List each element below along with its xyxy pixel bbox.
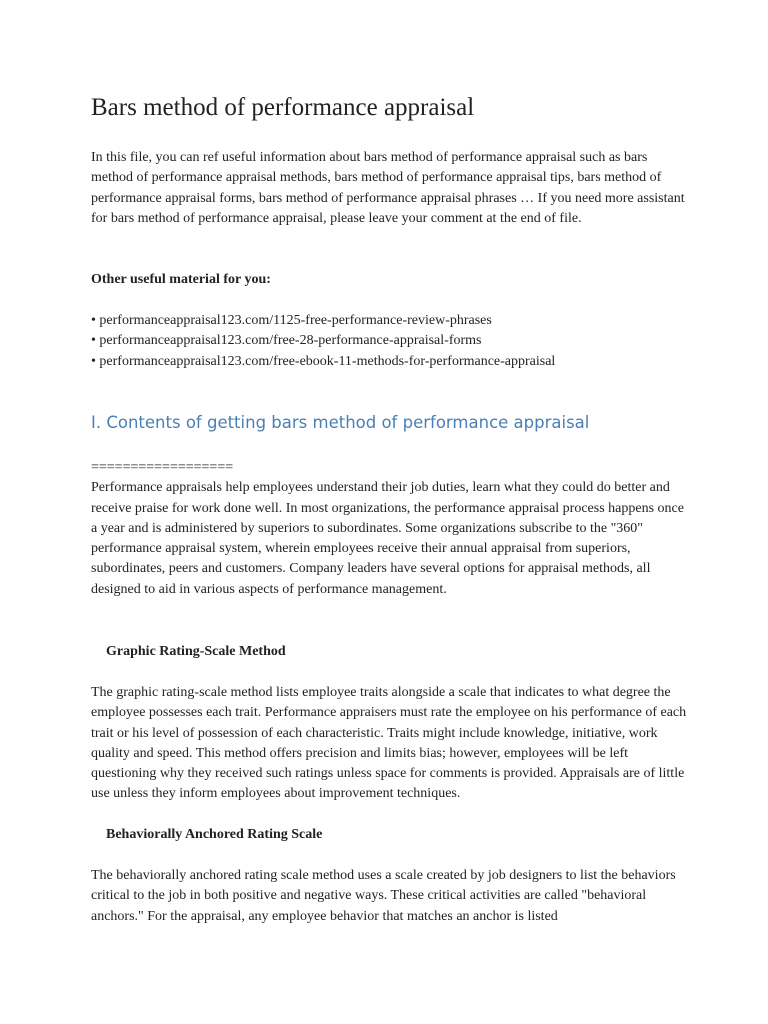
link-item-ebook-methods[interactable]: • performanceappraisal123.com/free-ebook-11-methods-for-performance-appraisal [91, 353, 556, 369]
section-paragraph: Performance appraisals help employees understand their job duties, learn what they could do better and receive praise for work done well. In most organizations, the performance appraisal process happens once a year and is administered by superiors to subordinates. Some organizations subscribe to the "360" performance appraisal system, wherein employees receive their annual appraisal from superiors, subordinates, peers and customers. Company leaders have several options for appraisal methods, all designed to aid in various aspects of performance management. [91, 480, 684, 597]
graphic-rating-heading: Graphic Rating-Scale Method [106, 644, 286, 659]
separator-rule: ================== [91, 460, 234, 475]
document-title: Bars method of performance appraisal [91, 94, 475, 121]
useful-links-list [91, 311, 555, 372]
other-material-heading: Other useful material for you: [91, 272, 271, 287]
bars-paragraph: The behaviorally anchored rating scale method uses a scale created by job designers to list the behaviors critical to the job in both positive and negative ways. These critical activities are called "behavioral anchors." For the appraisal, any employee behavior that matches an anchor is listed [91, 868, 676, 924]
section-body [91, 458, 691, 600]
section-heading-contents: I. Contents of getting bars method of performance appraisal [91, 413, 590, 432]
graphic-rating-paragraph: The graphic rating-scale method lists employee traits alongside a scale that indicates to what degree the employee possesses each trait. Performance appraisers must rate the employee on his performance of each trait or his level of possession of each characteristic. Traits might include knowledge, initiative, work quality and speed. This method offers precision and limits bias; however, employees will be left questioning why they received such ratings unless space for comments is provided. Appraisals are of little use unless they inform employees about improvement techniques. [91, 685, 687, 802]
link-item-review-phrases[interactable]: • performanceappraisal123.com/1125-free-performance-review-phrases [91, 313, 492, 328]
intro-paragraph: In this file, you can ref useful information about bars method of performance appraisal such as bars method of performance appraisal methods, bars method of performance appraisal tips, bars method of performance appraisal forms, bars method of performance appraisal phrases … If you need more assistant for bars method of performance appraisal, please leave your comment at the end of file. [91, 150, 685, 226]
bars-heading: Behaviorally Anchored Rating Scale [106, 827, 323, 842]
link-item-appraisal-forms[interactable]: • performanceappraisal123.com/free-28-performance-appraisal-forms [91, 333, 482, 349]
